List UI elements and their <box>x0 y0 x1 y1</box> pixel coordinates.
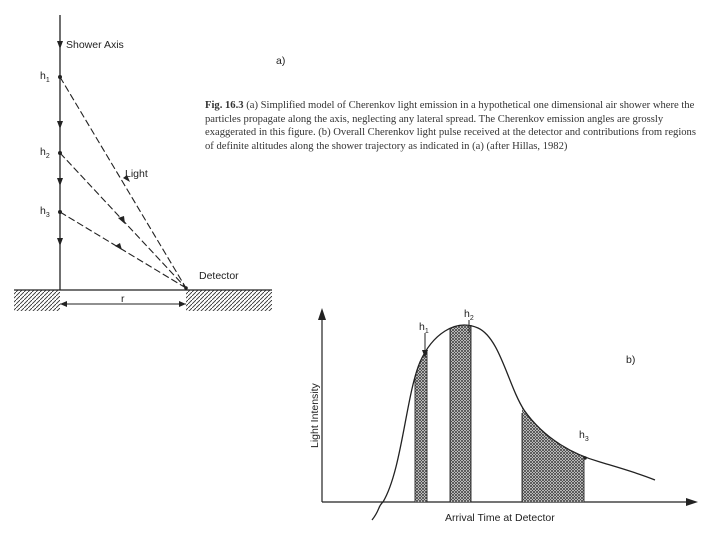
ray-arrowheads <box>115 175 130 250</box>
light-pulse-curve <box>372 325 655 520</box>
detector-marker <box>184 286 188 290</box>
height-label-h2: $h_2$ <box>40 146 50 160</box>
panel-b-plot <box>309 300 698 524</box>
caption-text: (a) Simplified model of Cherenkov light emission in a hypothetical one dimensional air shower where the particles propagate along the axis, neglecting any lateral spread. The Cherenkov emission angles are grossly exaggerated in this figure. (b) Overall Cherenkov light pulse received at the detector and contributions from regions of definite altitudes along the shower trajectory as indicated in (a) (after Hillas, 1982) <box>205 100 696 152</box>
peak-label-h2: $h_2$ <box>464 308 474 322</box>
light-ray-h1 <box>60 77 186 288</box>
detector-label: Detector <box>199 270 239 282</box>
x-axis-arrowhead <box>686 498 698 506</box>
y-axis-label: Light Intensity <box>309 383 321 448</box>
height-label-h3: $h_3$ <box>40 205 50 219</box>
shower-axis-label: Shower Axis <box>66 39 124 51</box>
ground-right <box>186 290 272 311</box>
region-h3 <box>522 300 584 502</box>
peak-label-h3: $h_3$ <box>579 429 589 443</box>
panel-b-label: b) <box>626 354 636 366</box>
figure-caption <box>205 99 700 153</box>
contribution-regions <box>415 300 584 502</box>
ground-left <box>14 290 60 311</box>
region-h2 <box>450 300 471 502</box>
height-label-h1: $h_1$ <box>40 70 50 84</box>
y-axis-arrowhead <box>318 308 326 320</box>
peak-point-h3 <box>583 456 587 460</box>
x-axis-label: Arrival Time at Detector <box>445 512 555 524</box>
distance-label: r <box>121 293 125 305</box>
figure-number: Fig. 16.3 <box>205 100 244 111</box>
panel-a-diagram <box>14 15 285 311</box>
panel-a-label: a) <box>276 55 286 67</box>
peak-label-h1: $h_1$ <box>419 321 429 335</box>
light-ray-h3 <box>60 212 186 288</box>
light-label: Light <box>125 168 148 180</box>
